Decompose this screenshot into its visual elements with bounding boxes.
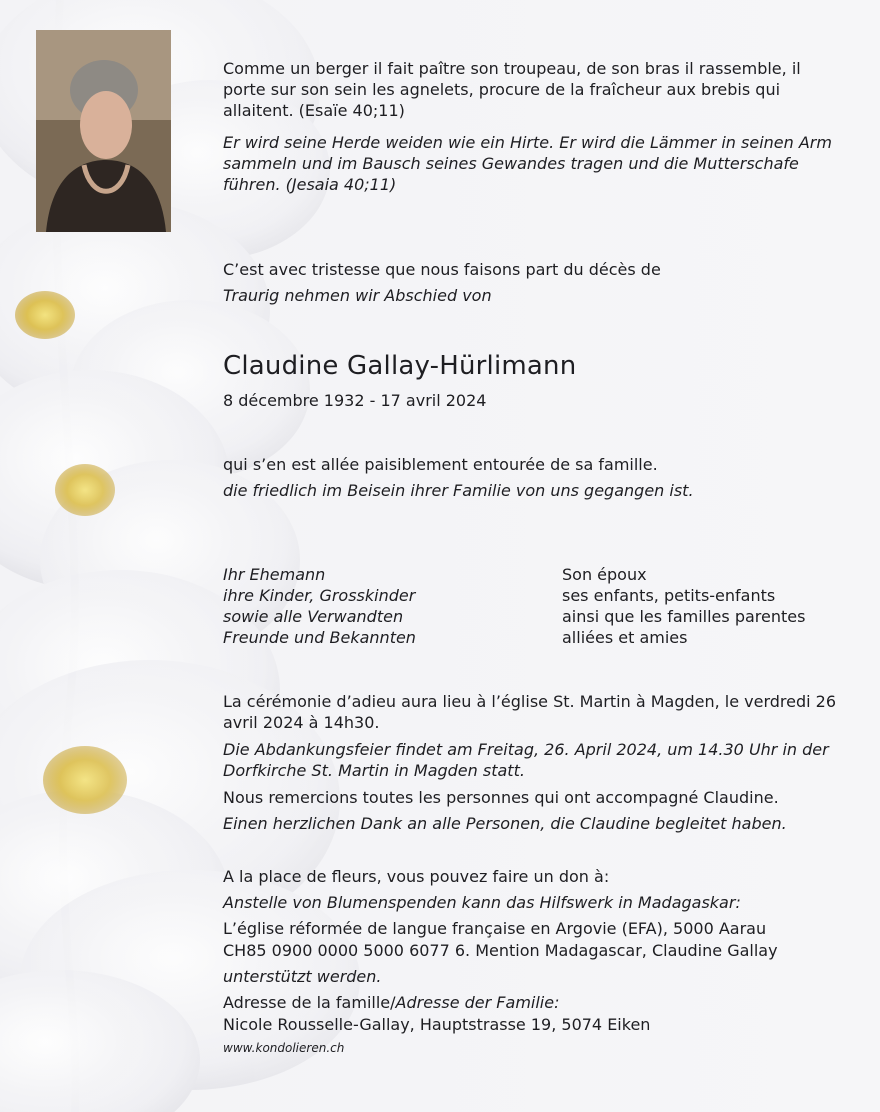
intro-french: C’est avec tristesse que nous faisons part du décès de (223, 260, 661, 279)
donation-recipient: L’église réformée de langue française en Argovie (EFA), 5000 Aarau (223, 919, 767, 938)
thanks-german: Einen herzlichen Dank an alle Personen, die Claudine begleitet haben. (223, 814, 787, 833)
mourners-french (562, 564, 805, 648)
mourner-line: alliées et amies (562, 628, 688, 647)
mourner-line: Son époux (562, 565, 647, 584)
address-label-german: Adresse der Familie: (395, 993, 560, 1012)
intro-german: Traurig nehmen wir Abschied von (223, 286, 492, 305)
donation-account: CH85 0900 0000 5000 6077 6. Mention Madagascar, Claudine Gallay (223, 941, 778, 960)
website-footer: www.kondolieren.ch (223, 1041, 345, 1055)
mourners-german (223, 564, 416, 648)
mourner-line: ses enfants, petits-enfants (562, 586, 776, 605)
passing-french: qui s’en est allée paisiblement entourée de sa famille. (223, 455, 658, 474)
verse-french: Comme un berger il fait paître son troupeau, de son bras il rassemble, il porte sur son sein les agnelets, procure de la fraîcheur aux brebis qui allaitent. (Esaïe 40;11) (223, 59, 801, 120)
passing-german: die friedlich im Beisein ihrer Familie von uns gegangen ist. (223, 481, 694, 500)
mourner-line: Freunde und Bekannten (223, 628, 416, 647)
address-label-french: Adresse de la famille/ (223, 993, 396, 1012)
donation-german-end: unterstützt werden. (223, 967, 382, 986)
mourner-line: ihre Kinder, Grosskinder (223, 586, 416, 605)
mourner-line: ainsi que les familles parentes (562, 607, 806, 626)
deceased-name: Claudine Gallay-Hürlimann (223, 351, 577, 381)
thanks-french: Nous remercions toutes les personnes qui ont accompagné Claudine. (223, 788, 779, 807)
donation-german: Anstelle von Blumenspenden kann das Hilfswerk in Madagaskar: (223, 893, 741, 912)
mourner-line: sowie alle Verwandten (223, 607, 404, 626)
mourner-line: Ihr Ehemann (223, 565, 326, 584)
ceremony-german: Die Abdankungsfeier findet am Freitag, 26. April 2024, um 14.30 Uhr in der Dorfkirche St. Martin in Magden statt. (223, 740, 829, 780)
donation-french: A la place de fleurs, vous pouvez faire un don à: (223, 867, 610, 886)
verse-german: Er wird seine Herde weiden wie ein Hirte. Er wird die Lämmer in seinen Arm sammeln und im Bausch seines Gewandes tragen und die Mutterschafe führen. (Jesaia 40;11) (223, 133, 832, 194)
life-dates: 8 décembre 1932 - 17 avril 2024 (223, 391, 487, 410)
family-address: Nicole Rousselle-Gallay, Hauptstrasse 19, 5074 Eiken (223, 1015, 651, 1034)
family-address-label (223, 992, 843, 1013)
ceremony-french: La cérémonie d’adieu aura lieu à l’église St. Martin à Magden, le verdredi 26 avril 2024 à 14h30. (223, 692, 837, 732)
